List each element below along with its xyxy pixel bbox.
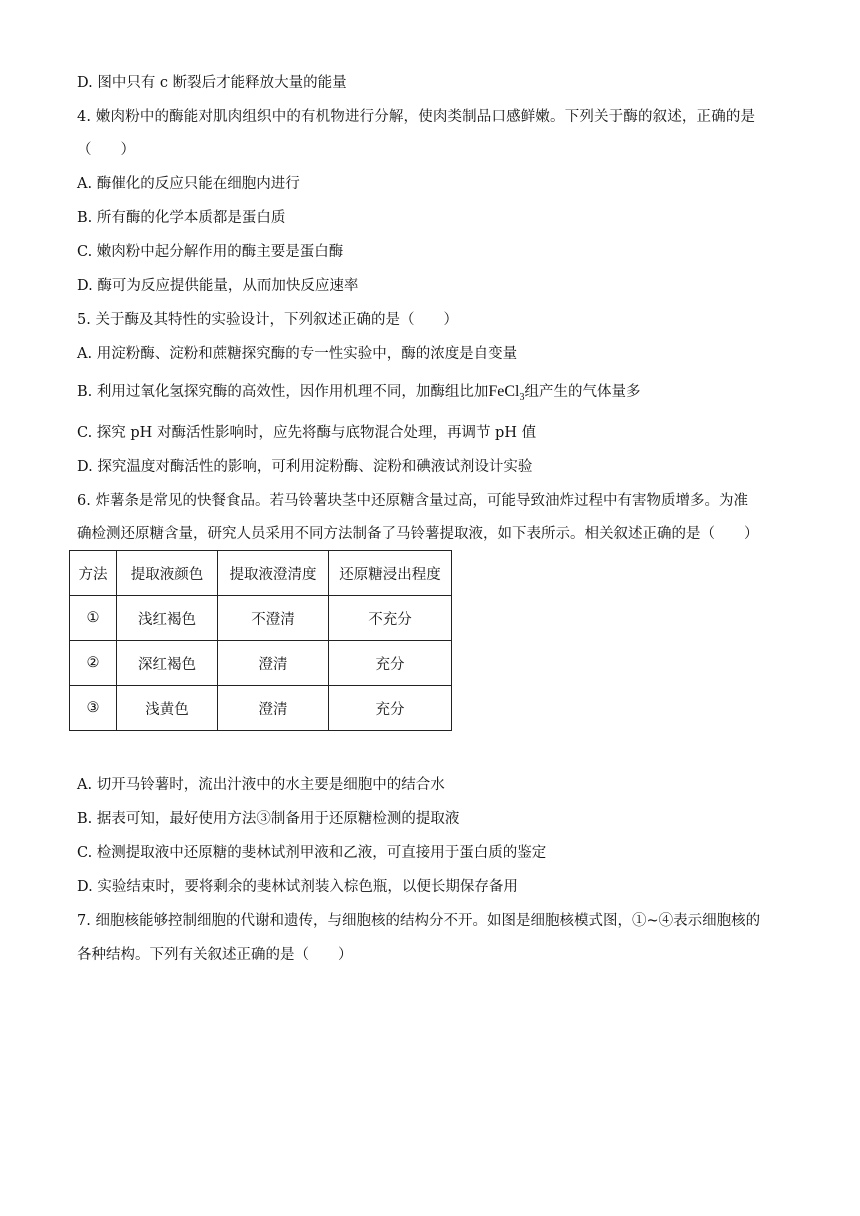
q6-stem-line1: 6. 炸薯条是常见的快餐食品。若马铃薯块茎中还原糖含量过高，可能导致油炸过程中有害物质增多。为准 [77,493,748,509]
q6-stem-line2: 确检测还原糖含量，研究人员采用不同方法制备了马铃薯提取液，如下表所示。相关叙述正确的是（ ） [77,526,759,542]
q6-option-a: A. 切开马铃薯时，流出汁液中的水主要是细胞中的结合水 [77,777,445,793]
table-row [70,686,452,731]
table-cell: ③ [70,686,117,731]
q6-option-d: D. 实验结束时，要将剩余的斐林试剂装入棕色瓶，以便长期保存备用 [77,879,518,895]
table-cell: 深红褐色 [117,641,218,686]
q4-option-b: B. 所有酶的化学本质都是蛋白质 [77,210,286,226]
table-cell: 澄清 [218,641,329,686]
q5-option-b [77,382,641,404]
q6-option-c: C. 检测提取液中还原糖的斐林试剂甲液和乙液，可直接用于蛋白质的鉴定 [77,845,547,861]
extraction-methods-table [69,550,452,731]
table-cell: 充分 [329,686,452,731]
table-header-cell: 还原糖浸出程度 [329,551,452,596]
table-cell: 浅红褐色 [117,596,218,641]
q4-answer-blank: （ ） [77,142,135,158]
table-row [70,641,452,686]
table-cell: 澄清 [218,686,329,731]
fecl3-main: FeCl [488,383,520,400]
fecl3-subscript: 3 [519,392,525,403]
table-cell: 浅黄色 [117,686,218,731]
table-cell: 不澄清 [218,596,329,641]
table-header-cell: 提取液澄清度 [218,551,329,596]
q5-option-c: C. 探究 pH 对酶活性影响时，应先将酶与底物混合处理，再调节 pH 值 [77,425,537,441]
table-header-cell: 提取液颜色 [117,551,218,596]
q5-option-d: D. 探究温度对酶活性的影响，可利用淀粉酶、淀粉和碘液试剂设计实验 [77,459,533,475]
q4-stem: 4. 嫩肉粉中的酶能对肌肉组织中的有机物进行分解，使肉类制品口感鲜嫩。下列关于酶的叙述，正确的是 [77,109,756,125]
q5b-text-post: 组产生的气体量多 [524,384,641,400]
fecl3-formula [488,383,525,403]
q4-option-d: D. 酶可为反应提供能量，从而加快反应速率 [77,278,359,294]
q7-stem-line2: 各种结构。下列有关叙述正确的是（ ） [77,947,353,963]
q6-option-b: B. 据表可知，最好使用方法③制备用于还原糖检测的提取液 [77,811,460,827]
q5b-text-pre: B. 利用过氧化氢探究酶的高效性，因作用机理不同，加酶组比加 [77,384,489,400]
table-row [70,596,452,641]
table-header-cell: 方法 [70,551,117,596]
table-cell: 充分 [329,641,452,686]
q3-option-d: D. 图中只有 c 断裂后才能释放大量的能量 [77,75,347,91]
q5-stem: 5. 关于酶及其特性的实验设计，下列叙述正确的是（ ） [77,312,458,328]
table-cell: 不充分 [329,596,452,641]
q7-stem-line1: 7. 细胞核能够控制细胞的代谢和遗传，与细胞核的结构分不开。如图是细胞核模式图，①~④表示细胞核的 [77,913,761,929]
q4-option-c: C. 嫩肉粉中起分解作用的酶主要是蛋白酶 [77,244,344,260]
table-cell: ① [70,596,117,641]
q5-option-a: A. 用淀粉酶、淀粉和蔗糖探究酶的专一性实验中，酶的浓度是自变量 [77,346,518,362]
table-header-row [70,551,452,596]
table-cell: ② [70,641,117,686]
q4-option-a: A. 酶催化的反应只能在细胞内进行 [77,176,300,192]
